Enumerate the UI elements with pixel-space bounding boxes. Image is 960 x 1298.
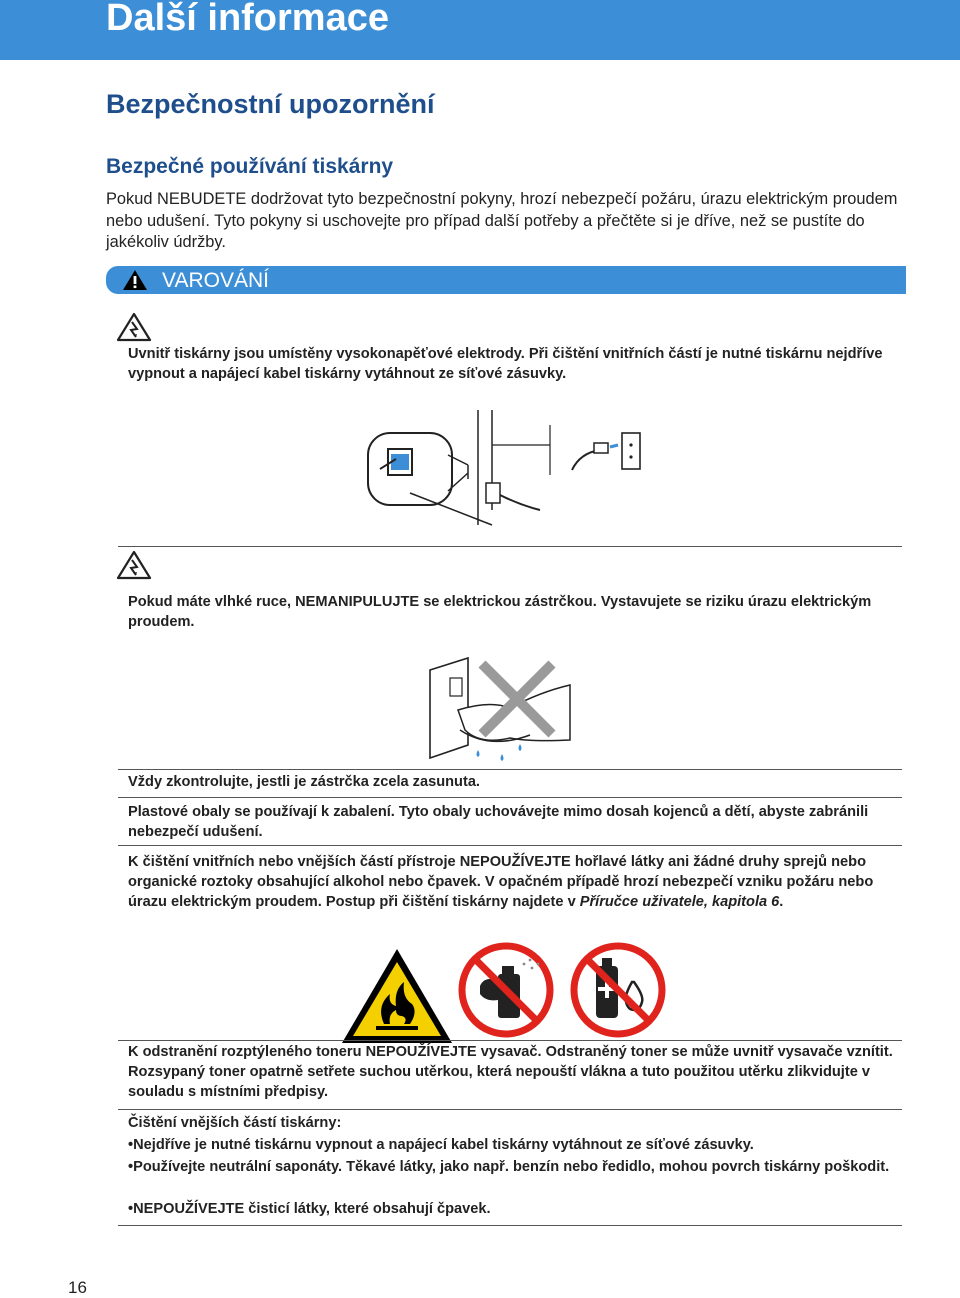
wet-hands-plug-illustration	[420, 650, 580, 765]
plastic-bags-warning: Plastové obaly se používají k zabalení. Tyto obaly uchovávejte mimo dosah kojenců a dětí, abyste zabránili nebezpečí udušení.	[128, 804, 869, 840]
divider	[118, 769, 902, 770]
electric-shock-icon	[116, 312, 152, 342]
header-bar	[0, 0, 960, 60]
chapter-title: Další informace	[106, 0, 389, 39]
divider	[118, 1109, 902, 1110]
divider	[118, 845, 902, 846]
intro-paragraph: Pokud NEBUDETE dodržovat tyto bezpečnostní pokyny, hrozí nebezpečí požáru, úrazu elektrickým proudem nebo udušení. Tyto pokyny si uschovejte pro případ další potřeby a přečtěte si je dříve, než se pustíte do jakékoliv údržby.	[106, 190, 898, 251]
warning-banner	[106, 266, 906, 294]
wet-hands-warning: Pokud máte vlhké ruce, NEMANIPULUJTE se elektrickou zástrčkou. Vystavujete se riziku úrazu elektrickým proudem.	[128, 594, 872, 630]
cleaning-warning: K čištění vnitřních nebo vnějších částí přístroje NEPOUŽÍVEJTE hořlavé látky ani žádné druhy sprejů nebo organické roztoky obsahující alkohol nebo čpavek. V opačném případě hrozí nebezpečí vzniku požáru nebo úrazu elektrickým proudem. Postup při čištění tiskárny najdete v Příručce uživatele, kapitola 6.	[128, 854, 874, 910]
page-number: 16	[68, 1278, 87, 1297]
electric-shock-icon	[116, 550, 152, 580]
warning-triangle-icon	[122, 269, 148, 291]
electrodes-warning: Uvnitř tiskárny jsou umístěny vysokonapěťové elektrody. Při čištění vnitřních částí je nutné tiskárnu nejdříve vypnout a napájecí kabel tiskárny vytáhnout ze síťové zásuvky.	[128, 346, 883, 382]
warning-label: VAROVÁNÍ	[162, 269, 269, 292]
divider	[118, 1040, 902, 1041]
section-title: Bezpečnostní upozornění	[106, 89, 435, 119]
exterior-cleaning-title: Čištění vnějších částí tiskárny:	[128, 1115, 342, 1131]
list-item: •Nejdříve je nutné tiskárnu vypnout a napájecí kabel tiskárny vytáhnout ze síťové zásuvky.	[128, 1137, 754, 1153]
toner-warning: K odstranění rozptýleného toneru NEPOUŽÍVEJTE vysavač. Odstraněný toner se může uvnitř vysavače vznítit. Rozsypaný toner opatrně setřete suchou utěrkou, která nepouští vlákna a tuto použitou utěrku zlikvidujte v souladu s místními předpisy.	[128, 1044, 893, 1100]
unplug-printer-illustration	[360, 405, 650, 535]
no-chemicals-icon	[570, 942, 666, 1038]
divider	[118, 1225, 902, 1226]
no-spray-icon	[458, 942, 554, 1038]
divider	[118, 797, 902, 798]
list-item: •NEPOUŽÍVEJTE čisticí látky, které obsahují čpavek.	[128, 1201, 491, 1217]
section-subtitle: Bezpečné používání tiskárny	[106, 155, 394, 178]
manual-reference: Příručce uživatele, kapitola 6	[579, 894, 780, 910]
flammable-warning-icon	[338, 946, 456, 1046]
list-item: •Používejte neutrální saponáty. Těkavé látky, jako např. benzín nebo ředidlo, mohou povrch tiskárny poškodit.	[128, 1159, 890, 1175]
plug-check-text: Vždy zkontrolujte, jestli je zástrčka zcela zasunuta.	[128, 774, 480, 790]
divider	[118, 546, 902, 547]
